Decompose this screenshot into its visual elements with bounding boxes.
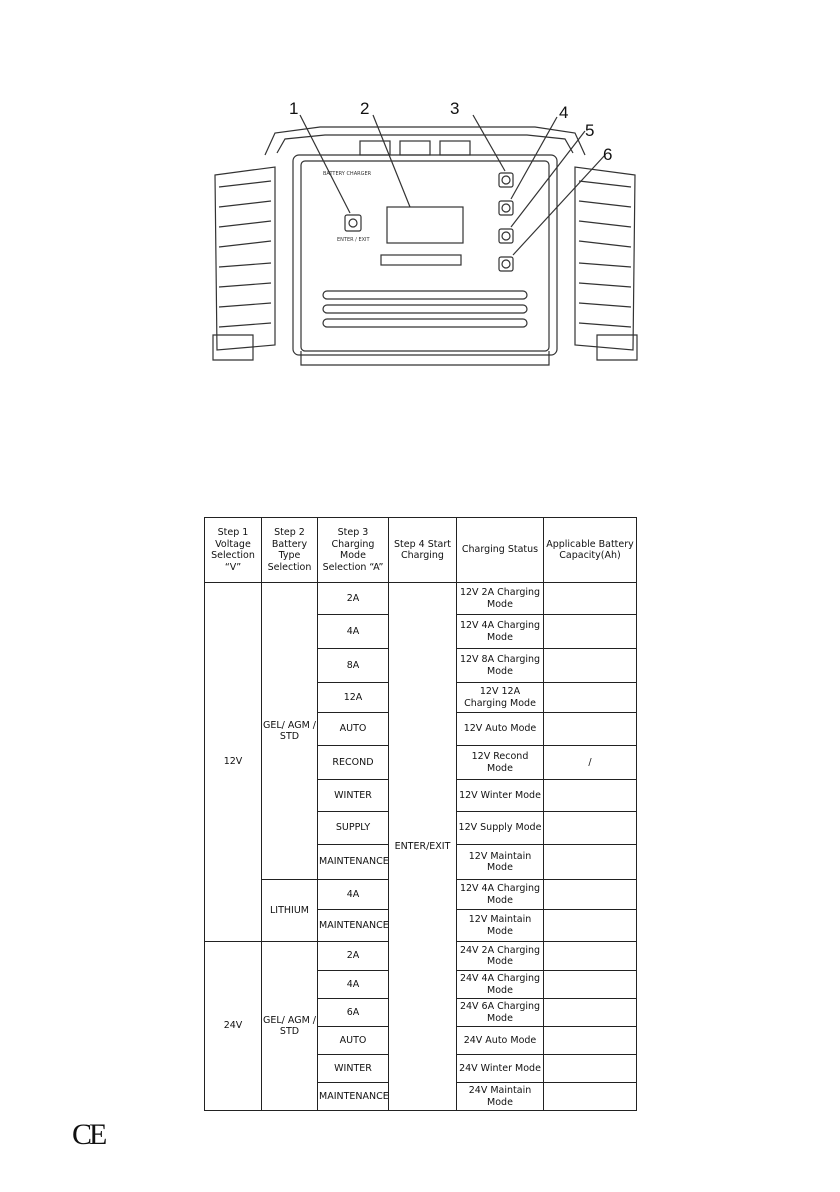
- mode-cell: SUPPLY: [318, 812, 389, 845]
- status-cell: 12V 4A Charging Mode: [457, 615, 544, 649]
- status-cell: 12V 12A Charging Mode: [457, 683, 544, 713]
- mode-cell: MAINTENANCE: [318, 1083, 389, 1111]
- header-step1: Step 1 Voltage Selection “V”: [205, 518, 262, 583]
- ce-mark: CE: [72, 1118, 105, 1151]
- capacity-cell: [544, 683, 637, 713]
- status-cell: 24V 4A Charging Mode: [457, 971, 544, 999]
- mode-cell: AUTO: [318, 1027, 389, 1055]
- mode-cell: 4A: [318, 971, 389, 999]
- charger-figure: [205, 95, 645, 390]
- table-header-row: [205, 518, 637, 583]
- status-cell: 12V Recond Mode: [457, 746, 544, 780]
- type-gel-24v-cell: GEL/ AGM / STD: [262, 942, 318, 1111]
- callout-6: 6: [603, 145, 613, 164]
- type-gel-cell: GEL/ AGM / STD: [262, 583, 318, 880]
- status-cell: 12V 8A Charging Mode: [457, 649, 544, 683]
- header-step3: Step 3 Charging Mode Selection “A”: [318, 518, 389, 583]
- status-cell: 24V 2A Charging Mode: [457, 942, 544, 971]
- capacity-mark-cell: /: [544, 746, 637, 780]
- mode-cell: MAINTENANCE: [318, 845, 389, 880]
- callout-5: 5: [585, 121, 595, 140]
- enter-exit-caption: ENTER / EXIT: [337, 237, 370, 243]
- charging-spec-table: [204, 517, 637, 1111]
- mode-cell: AUTO: [318, 713, 389, 746]
- capacity-cell: [544, 1083, 637, 1111]
- enter-exit-cell: ENTER/EXIT: [389, 583, 457, 1111]
- status-cell: 12V Maintain Mode: [457, 845, 544, 880]
- mode-cell: 12A: [318, 683, 389, 713]
- capacity-cell: [544, 780, 637, 812]
- status-cell: 24V 6A Charging Mode: [457, 999, 544, 1027]
- capacity-cell: [544, 971, 637, 999]
- type-lithium-cell: LITHIUM: [262, 880, 318, 942]
- mode-cell: MAINTENANCE: [318, 910, 389, 942]
- capacity-cell: [544, 615, 637, 649]
- callout-1: 1: [289, 99, 299, 118]
- capacity-cell: [544, 942, 637, 971]
- status-cell: 12V Auto Mode: [457, 713, 544, 746]
- callout-2: 2: [360, 99, 370, 118]
- mode-cell: RECOND: [318, 746, 389, 780]
- mode-cell: WINTER: [318, 780, 389, 812]
- capacity-cell: [544, 910, 637, 942]
- voltage-12v-cell: 12V: [205, 583, 262, 942]
- header-status: Charging Status: [457, 518, 544, 583]
- table-row: [205, 583, 637, 615]
- capacity-cell: [544, 649, 637, 683]
- capacity-cell: [544, 880, 637, 910]
- callout-3: 3: [450, 99, 460, 118]
- status-cell: 12V Supply Mode: [457, 812, 544, 845]
- status-cell: 12V 4A Charging Mode: [457, 880, 544, 910]
- status-cell: 12V Maintain Mode: [457, 910, 544, 942]
- charger-drawing: [205, 95, 645, 390]
- capacity-cell: [544, 845, 637, 880]
- mode-cell: 8A: [318, 649, 389, 683]
- status-cell: 24V Maintain Mode: [457, 1083, 544, 1111]
- voltage-24v-cell: 24V: [205, 942, 262, 1111]
- capacity-cell: [544, 713, 637, 746]
- capacity-cell: [544, 583, 637, 615]
- status-cell: 12V Winter Mode: [457, 780, 544, 812]
- mode-cell: 4A: [318, 615, 389, 649]
- capacity-cell: [544, 999, 637, 1027]
- mode-cell: 6A: [318, 999, 389, 1027]
- mode-cell: 2A: [318, 942, 389, 971]
- header-capacity: Applicable Battery Capacity(Ah): [544, 518, 637, 583]
- status-cell: 12V 2A Charging Mode: [457, 583, 544, 615]
- header-step2: Step 2 Battery Type Selection: [262, 518, 318, 583]
- mode-cell: 4A: [318, 880, 389, 910]
- status-cell: 24V Winter Mode: [457, 1055, 544, 1083]
- mode-cell: 2A: [318, 583, 389, 615]
- panel-title: BATTERY CHARGER: [323, 171, 372, 177]
- capacity-cell: [544, 812, 637, 845]
- capacity-cell: [544, 1055, 637, 1083]
- mode-cell: WINTER: [318, 1055, 389, 1083]
- callout-4: 4: [559, 103, 569, 122]
- header-step4: Step 4 Start Charging: [389, 518, 457, 583]
- capacity-cell: [544, 1027, 637, 1055]
- status-cell: 24V Auto Mode: [457, 1027, 544, 1055]
